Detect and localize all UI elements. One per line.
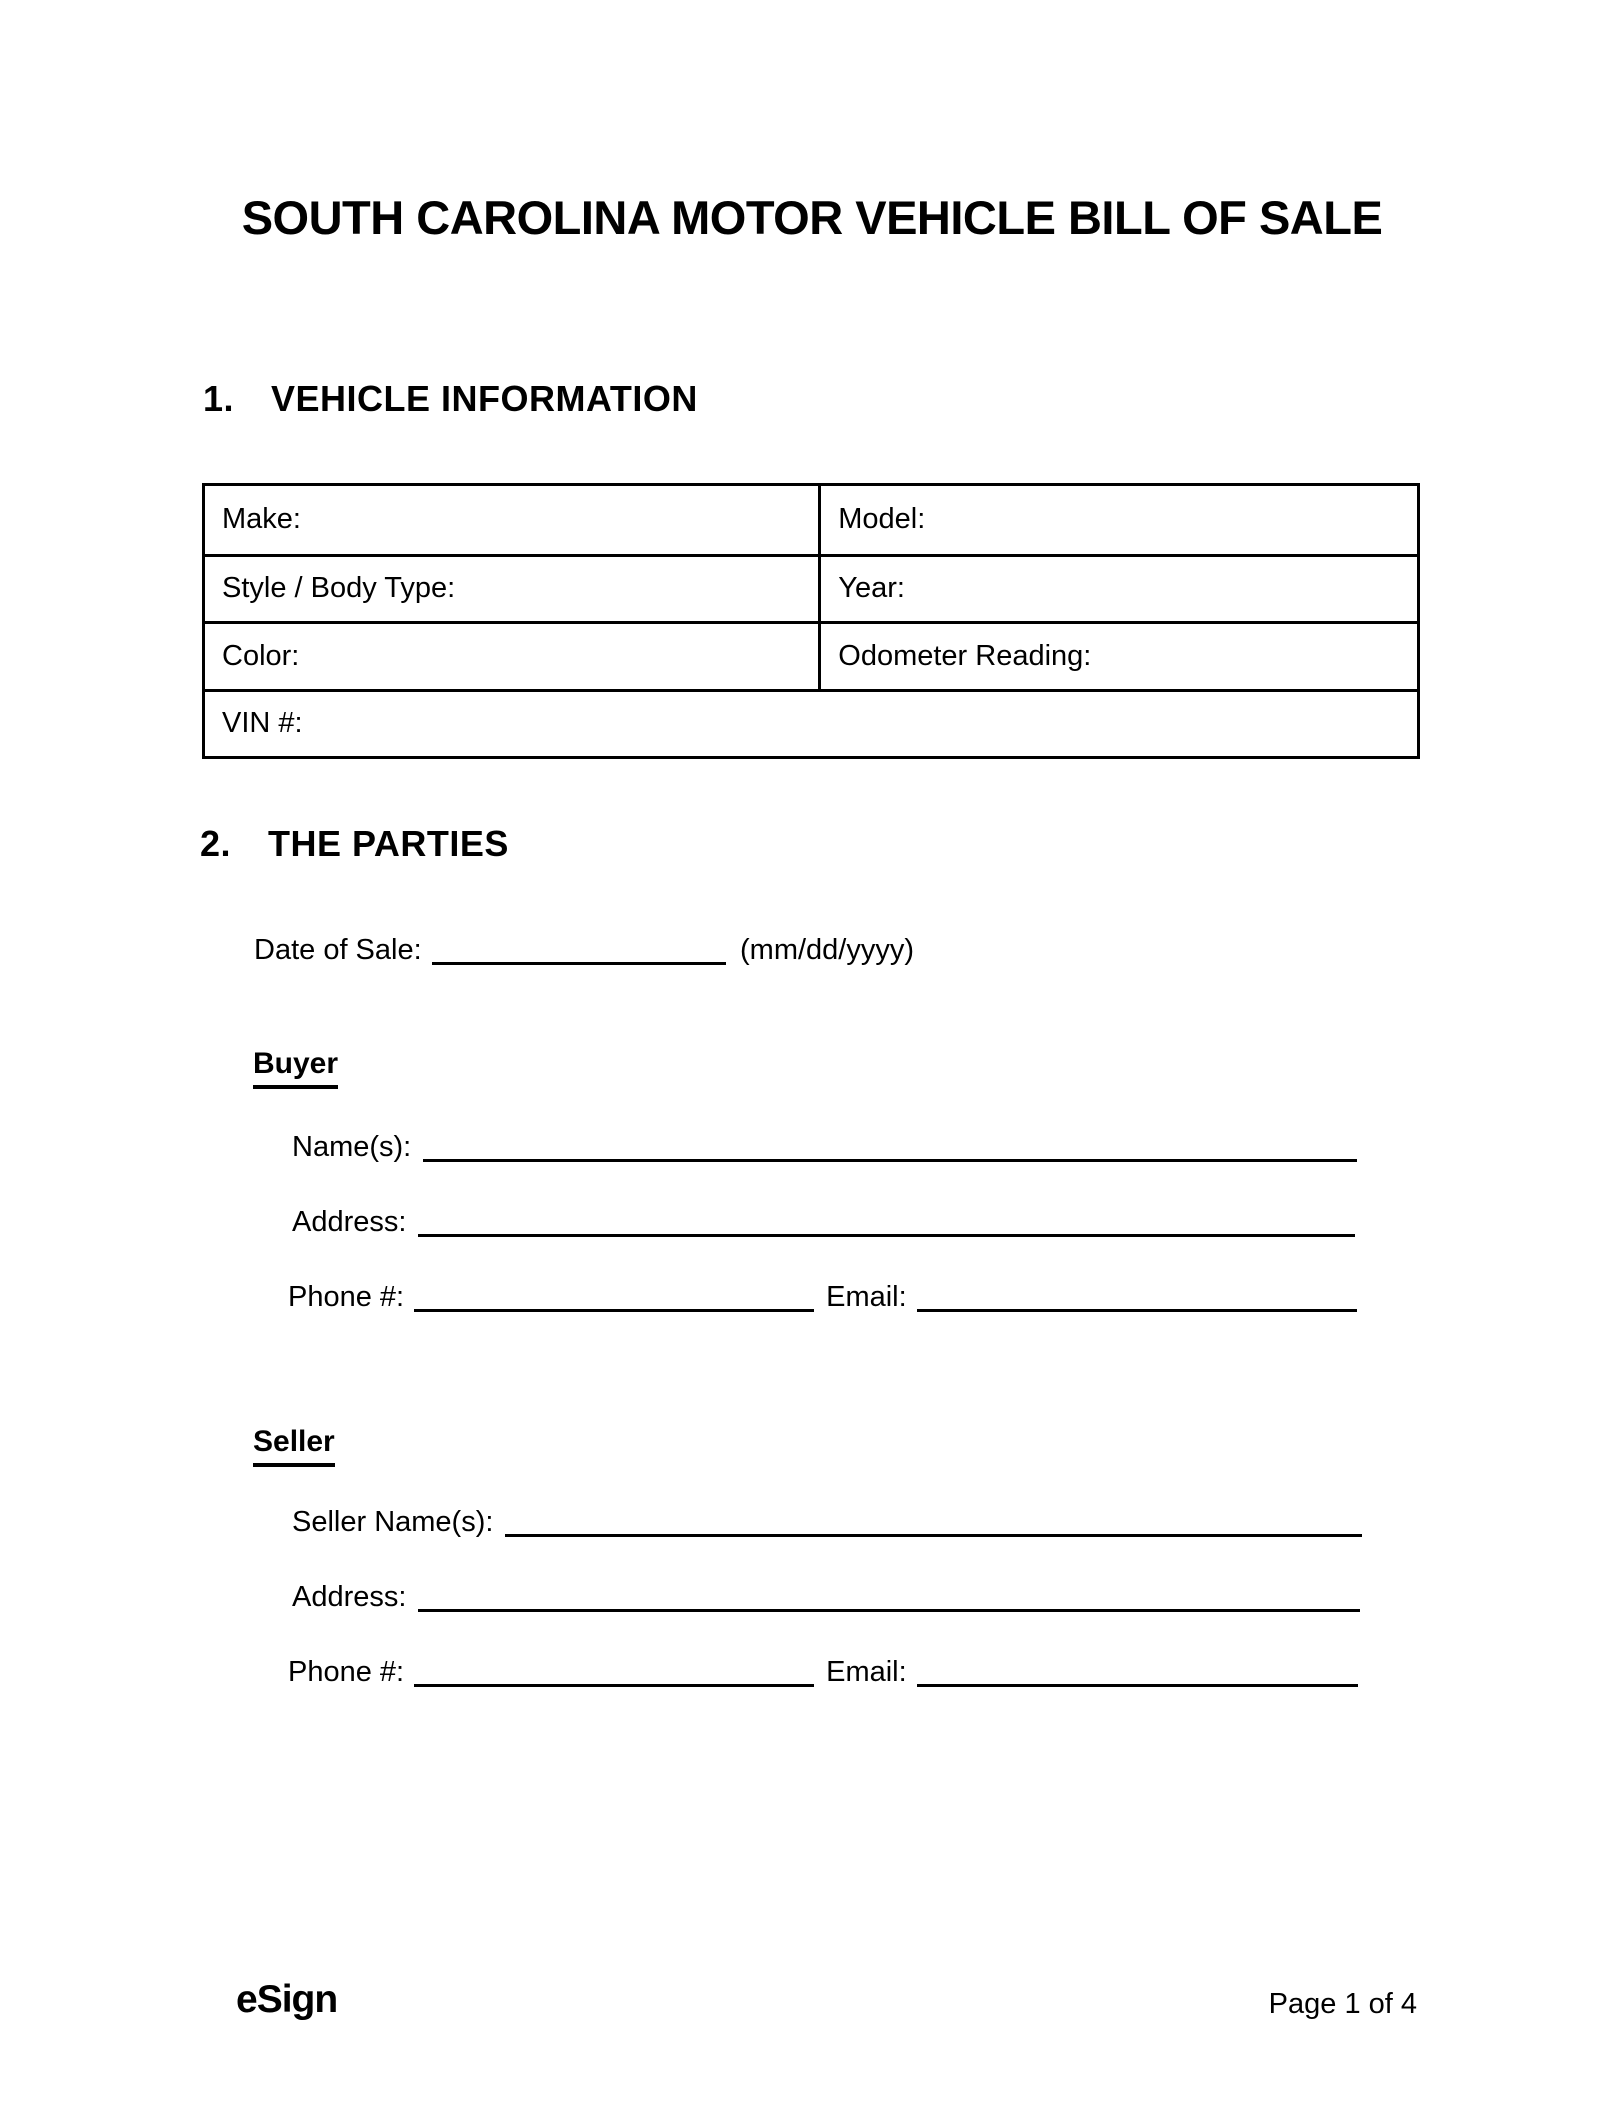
esign-logo: eSign	[236, 1978, 338, 2021]
buyer-address-blank[interactable]	[418, 1234, 1355, 1237]
date-of-sale-label: Date of Sale:	[254, 934, 422, 966]
table-cell-vin[interactable]	[205, 692, 1417, 757]
table-cell-style-body-type[interactable]	[205, 557, 818, 622]
seller-phone-email-row	[288, 1654, 1358, 1690]
table-cell-odometer[interactable]	[818, 624, 1417, 689]
table-row	[205, 689, 1417, 757]
seller-heading: Seller	[253, 1423, 335, 1467]
seller-email-blank[interactable]	[917, 1684, 1358, 1687]
page-indicator: Page 1 of 4	[1268, 1988, 1417, 2020]
date-of-sale-row	[254, 932, 914, 968]
section-2-number: 2.	[200, 823, 232, 864]
buyer-name-blank[interactable]	[423, 1159, 1357, 1162]
odometer-label: Odometer Reading:	[838, 639, 1092, 672]
buyer-name-label: Name(s):	[292, 1131, 412, 1163]
buyer-email-blank[interactable]	[917, 1309, 1357, 1312]
buyer-name-row	[292, 1129, 1357, 1165]
seller-address-row	[292, 1579, 1360, 1615]
table-row	[205, 554, 1417, 622]
seller-phone-blank[interactable]	[414, 1684, 814, 1687]
document-title: SOUTH CAROLINA MOTOR VEHICLE BILL OF SALE	[241, 191, 1383, 244]
section-1-heading	[203, 377, 698, 421]
buyer-email-label: Email:	[826, 1281, 907, 1313]
make-label: Make:	[222, 503, 301, 536]
style-body-type-label: Style / Body Type:	[222, 572, 456, 605]
date-of-sale-blank[interactable]	[432, 962, 726, 965]
buyer-phone-blank[interactable]	[414, 1309, 814, 1312]
seller-email-label: Email:	[826, 1656, 907, 1688]
seller-address-blank[interactable]	[418, 1609, 1360, 1612]
table-cell-year[interactable]	[818, 557, 1417, 622]
buyer-address-label: Address:	[292, 1206, 407, 1238]
seller-name-blank[interactable]	[505, 1534, 1362, 1537]
section-2-heading	[200, 822, 509, 866]
section-1-number: 1.	[203, 378, 235, 419]
buyer-phone-label: Phone #:	[288, 1281, 405, 1313]
section-2-title: THE PARTIES	[268, 823, 509, 864]
table-cell-make[interactable]	[205, 486, 818, 554]
year-label: Year:	[838, 572, 905, 605]
date-format-hint: (mm/dd/yyyy)	[740, 934, 914, 966]
vin-label: VIN #:	[222, 707, 303, 740]
buyer-phone-email-row	[288, 1279, 1357, 1315]
seller-phone-label: Phone #:	[288, 1656, 405, 1688]
color-label: Color:	[222, 639, 300, 672]
table-row	[205, 486, 1417, 554]
buyer-address-row	[292, 1204, 1355, 1240]
seller-name-label: Seller Name(s):	[292, 1506, 494, 1538]
table-cell-model[interactable]	[818, 486, 1417, 554]
seller-name-row	[292, 1504, 1362, 1540]
buyer-heading: Buyer	[253, 1045, 338, 1089]
vehicle-info-table	[202, 483, 1420, 759]
table-row	[205, 621, 1417, 689]
section-1-title: VEHICLE INFORMATION	[271, 378, 698, 419]
seller-address-label: Address:	[292, 1581, 407, 1613]
model-label: Model:	[838, 503, 926, 536]
table-cell-color[interactable]	[205, 624, 818, 689]
